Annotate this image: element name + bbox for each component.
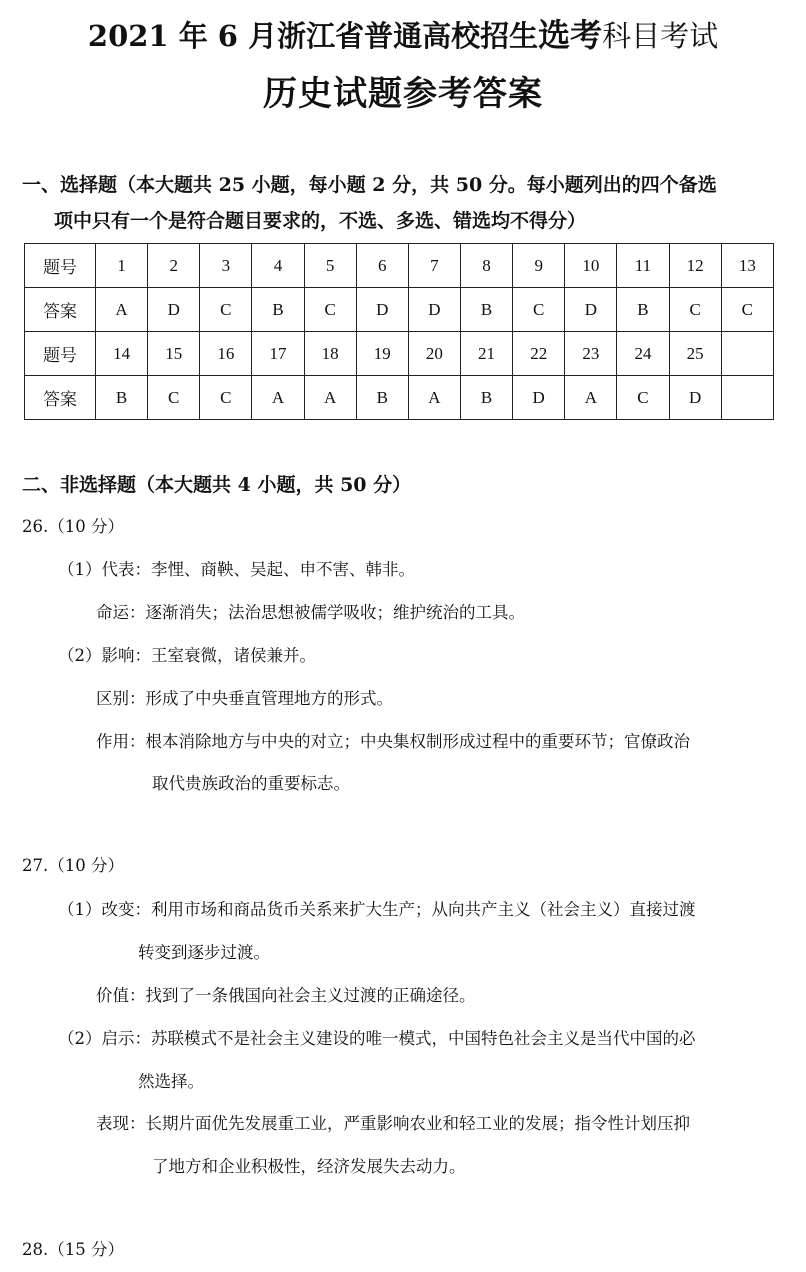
- answer-table: [24, 243, 774, 420]
- answer-cell: B: [617, 288, 669, 332]
- question-number: 24: [617, 332, 669, 376]
- section2-heading: 二、非选择题（本大题共 4 小题，共 50 分）: [22, 474, 412, 496]
- title-part-2: 选考: [538, 16, 603, 54]
- answer-cell: D: [356, 288, 408, 332]
- q27-title: 27.（10 分）: [22, 856, 124, 875]
- q27-line: 表现：长期片面优先发展重工业，严重影响农业和轻工业的发展；指令性计划压抑: [96, 1114, 690, 1133]
- answer-cell: B: [356, 376, 408, 420]
- answer-cell: A: [252, 376, 304, 420]
- table-row: [25, 244, 774, 288]
- title-part-3: 科目考试: [602, 19, 719, 53]
- answer-cell: C: [669, 288, 721, 332]
- answer-cell: D: [408, 288, 460, 332]
- answer-cell: D: [669, 376, 721, 420]
- q26-line: 作用：根本消除地方与中央的对立；中央集权制形成过程中的重要环节；官僚政治: [96, 732, 690, 751]
- q26-line: 命运：逐渐消失；法治思想被儒学吸收；维护统治的工具。: [96, 603, 525, 622]
- answer-cell: A: [96, 288, 148, 332]
- answer-cell: C: [148, 376, 200, 420]
- question-number: 3: [200, 244, 252, 288]
- answer-cell: B: [252, 288, 304, 332]
- document-subtitle: 历史试题参考答案: [263, 74, 543, 114]
- answer-cell: C: [721, 288, 773, 332]
- question-number: 15: [148, 332, 200, 376]
- answer-cell: C: [513, 288, 565, 332]
- title-part-1: 2021 年 6 月浙江省普通高校招生: [87, 19, 539, 53]
- q26-line: 区别：形成了中央垂直管理地方的形式。: [96, 689, 393, 708]
- row-label: 题号: [25, 332, 96, 376]
- question-number: 5: [304, 244, 356, 288]
- question-number: 21: [460, 332, 512, 376]
- answer-cell: B: [460, 376, 512, 420]
- question-number: 17: [252, 332, 304, 376]
- question-number: 6: [356, 244, 408, 288]
- table-row: [25, 376, 774, 420]
- question-number: 22: [513, 332, 565, 376]
- question-number: 10: [565, 244, 617, 288]
- answer-cell: D: [513, 376, 565, 420]
- row-label: 题号: [25, 244, 96, 288]
- empty-cell: [721, 332, 773, 376]
- answer-cell: D: [148, 288, 200, 332]
- q26-line: （2）影响：王室衰微，诸侯兼并。: [58, 646, 316, 665]
- question-number: 11: [617, 244, 669, 288]
- q27-line: 了地方和企业积极性，经济发展失去动力。: [152, 1157, 466, 1176]
- q27-line: （2）启示：苏联模式不是社会主义建设的唯一模式，中国特色社会主义是当代中国的必: [58, 1029, 696, 1048]
- answer-cell: B: [460, 288, 512, 332]
- question-number: 20: [408, 332, 460, 376]
- section1-heading-line2: 项中只有一个是符合题目要求的，不选、多选、错选均不得分）: [54, 210, 587, 232]
- question-number: 13: [721, 244, 773, 288]
- table-row: [25, 332, 774, 376]
- row-label: 答案: [25, 376, 96, 420]
- table-row: [25, 288, 774, 332]
- question-number: 25: [669, 332, 721, 376]
- section1-heading-line1: 一、选择题（本大题共 25 小题，每小题 2 分，共 50 分。每小题列出的四个备选: [22, 174, 717, 196]
- question-number: 4: [252, 244, 304, 288]
- answer-cell: A: [565, 376, 617, 420]
- q27-line: 转变到逐步过渡。: [138, 943, 270, 962]
- question-number: 16: [200, 332, 252, 376]
- question-number: 23: [565, 332, 617, 376]
- question-number: 18: [304, 332, 356, 376]
- question-number: 12: [669, 244, 721, 288]
- answer-cell: A: [304, 376, 356, 420]
- q27-line: 然选择。: [138, 1072, 204, 1091]
- q27-line: （1）改变：利用市场和商品货币关系来扩大生产；从向共产主义（社会主义）直接过渡: [58, 900, 696, 919]
- answer-cell: C: [617, 376, 669, 420]
- answer-cell: D: [565, 288, 617, 332]
- q27-line: 价值：找到了一条俄国向社会主义过渡的正确途径。: [96, 986, 476, 1005]
- question-number: 1: [96, 244, 148, 288]
- question-number: 2: [148, 244, 200, 288]
- q26-line: 取代贵族政治的重要标志。: [152, 774, 350, 793]
- question-number: 9: [513, 244, 565, 288]
- question-number: 7: [408, 244, 460, 288]
- answer-cell: A: [408, 376, 460, 420]
- q26-line: （1）代表：李悝、商鞅、吴起、申不害、韩非。: [58, 560, 415, 579]
- document-title: [0, 10, 806, 56]
- q26-title: 26.（10 分）: [22, 517, 124, 536]
- row-label: 答案: [25, 288, 96, 332]
- answer-cell: B: [96, 376, 148, 420]
- question-number: 19: [356, 332, 408, 376]
- answer-cell: C: [304, 288, 356, 332]
- question-number: 8: [460, 244, 512, 288]
- empty-cell: [721, 376, 773, 420]
- q28-title: 28.（15 分）: [22, 1240, 124, 1259]
- question-number: 14: [96, 332, 148, 376]
- answer-cell: C: [200, 376, 252, 420]
- answer-cell: C: [200, 288, 252, 332]
